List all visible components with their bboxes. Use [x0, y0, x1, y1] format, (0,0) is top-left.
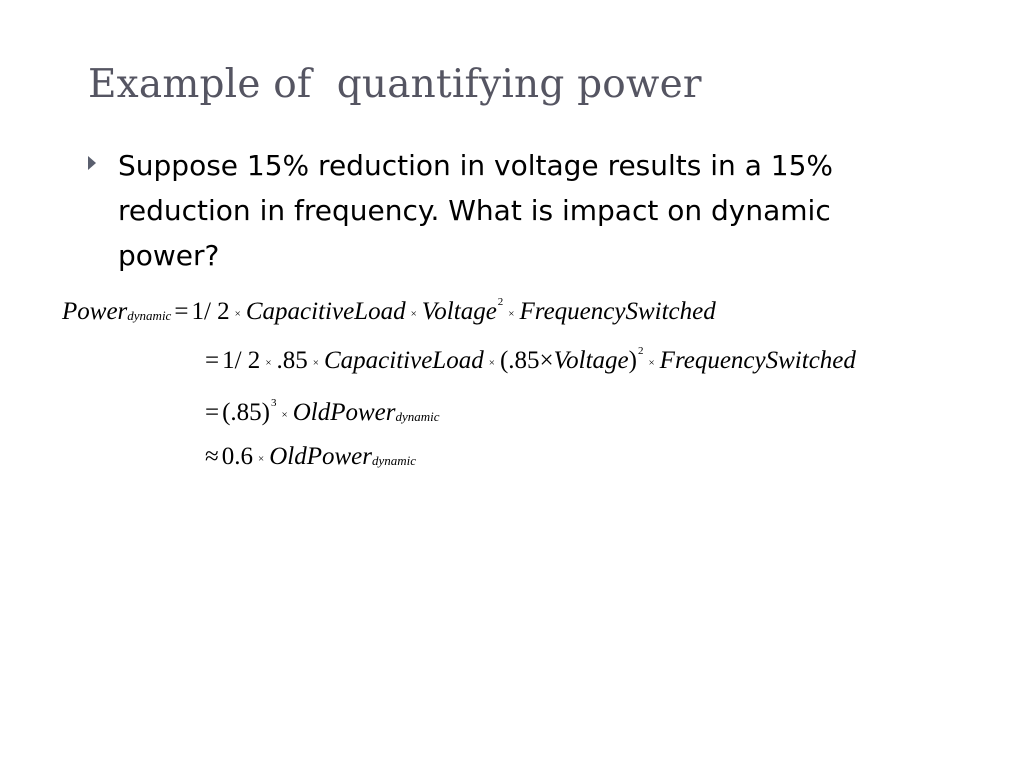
- times-sign: ×: [648, 357, 655, 369]
- times-sign: ×: [410, 308, 417, 320]
- half-coefficient: 1/ 2: [191, 298, 230, 325]
- power-symbol: Power: [62, 298, 128, 325]
- equals-sign: =: [205, 347, 220, 374]
- frequency-term: FrequencySwitched: [659, 347, 856, 374]
- equation-line-3: [202, 397, 440, 427]
- paren-exponent: 2: [637, 345, 644, 357]
- times-sign: ×: [257, 453, 265, 465]
- approx-sign: ≈: [205, 443, 219, 470]
- equation-line-4: [202, 443, 416, 471]
- slide-title: Example of quantifying power: [88, 62, 702, 107]
- power-subscript: dynamic: [127, 308, 172, 323]
- times-sign: ×: [312, 357, 319, 369]
- voltage-term: Voltage: [553, 347, 629, 374]
- equation-line-2: [202, 345, 856, 375]
- old-power-term: OldPower: [269, 443, 372, 470]
- inner-times-sign: ×: [539, 347, 554, 374]
- frequency-term: FrequencySwitched: [519, 298, 716, 325]
- half-coefficient: 1/ 2: [222, 347, 261, 374]
- bullet-arrow-icon: [88, 156, 96, 170]
- factor-85: .85: [508, 347, 540, 374]
- paren-open: (: [499, 347, 509, 374]
- times-sign: ×: [234, 308, 241, 320]
- old-power-subscript: dynamic: [395, 409, 440, 424]
- bullet-item: [88, 143, 908, 278]
- times-sign: ×: [508, 308, 515, 320]
- equals-sign: =: [174, 298, 189, 325]
- times-sign: ×: [281, 409, 288, 421]
- paren-close: ): [628, 347, 637, 374]
- factor-85: .85: [276, 347, 308, 374]
- times-sign: ×: [265, 357, 272, 369]
- voltage-term: Voltage: [421, 298, 497, 325]
- equation-line-1: [62, 296, 716, 326]
- old-power-term: OldPower: [292, 399, 396, 426]
- times-sign: ×: [488, 357, 495, 369]
- equals-sign: =: [205, 399, 220, 426]
- bullet-text: Suppose 15% reduction in voltage results in a 15% reduction in frequency. What is impact on dynamic power?: [118, 149, 833, 272]
- capacitive-load-term: CapacitiveLoad: [324, 347, 484, 374]
- voltage-exponent: 2: [497, 296, 504, 308]
- old-power-subscript: dynamic: [371, 453, 417, 468]
- factor-85-cubed-base: (.85): [222, 399, 271, 426]
- capacitive-load-term: CapacitiveLoad: [245, 298, 406, 325]
- factor-0-6: 0.6: [221, 443, 253, 470]
- cube-exponent: 3: [271, 397, 277, 409]
